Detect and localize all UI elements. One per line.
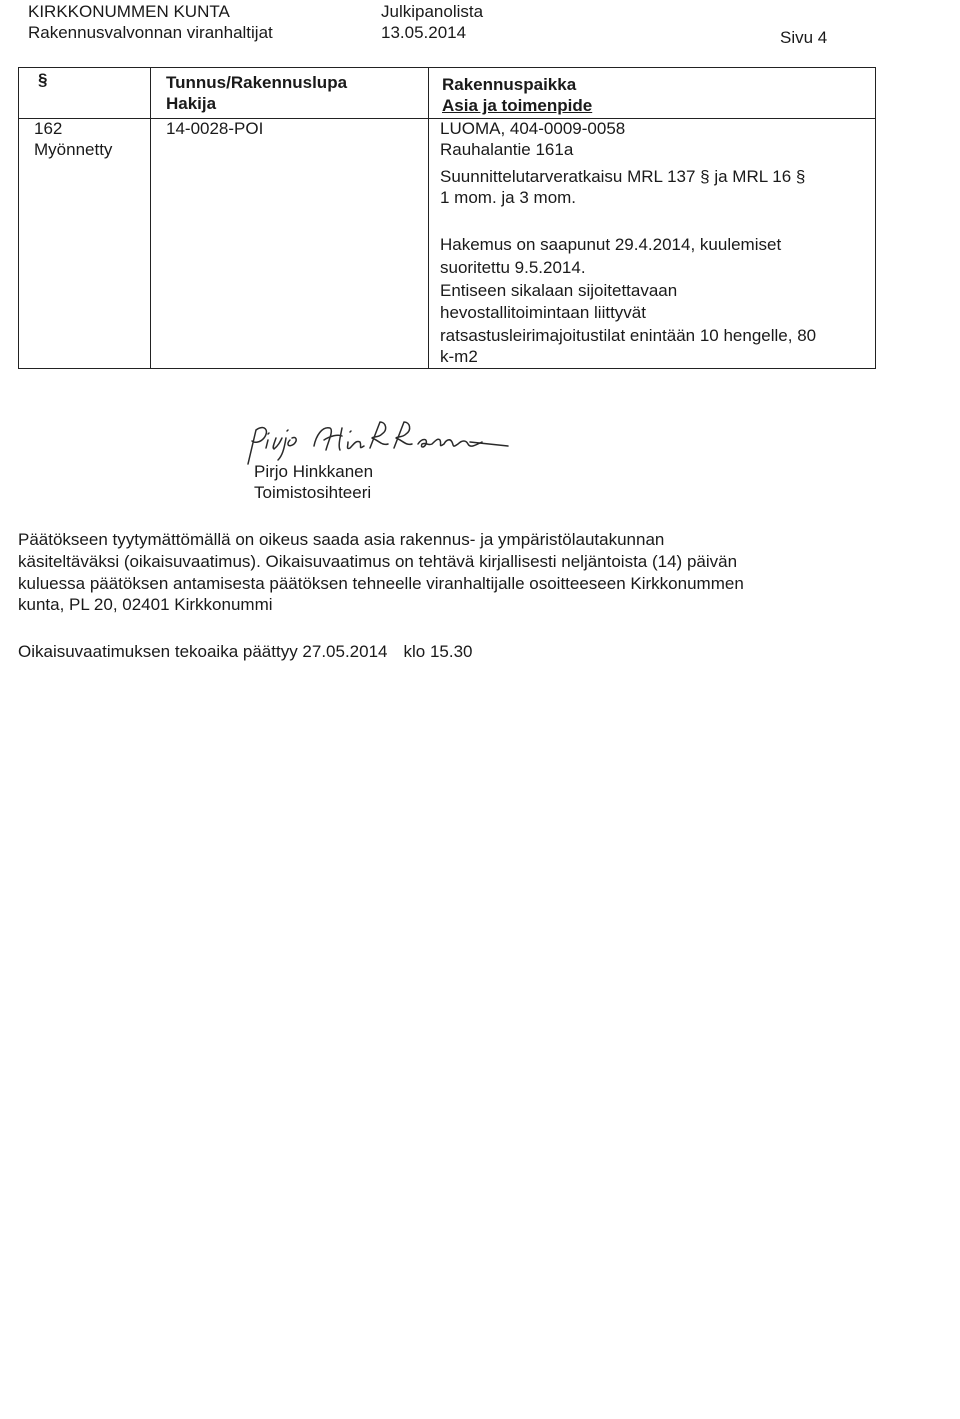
- project-description-4: k-m2: [440, 347, 478, 366]
- street-address: Rauhalantie 161a: [440, 140, 574, 159]
- signatory-title: Toimistosihteeri: [254, 483, 372, 502]
- appeal-deadline-date: Oikaisuvaatimuksen tekoaika päättyy 27.05.2014: [18, 642, 388, 661]
- appeal-notice-line: kuluessa päätöksen antamisesta päätöksen tehneelle viranhaltijalle osoitteeseen Kirkkonummen: [18, 574, 744, 593]
- project-description: Entiseen sikalaan sijoitettavaan: [440, 281, 678, 300]
- appeal-notice-line: kunta, PL 20, 02401 Kirkkonummi: [18, 595, 273, 614]
- section-symbol-header: §: [38, 70, 48, 89]
- decision-status: Myönnetty: [34, 140, 113, 159]
- project-description-3: ratsastusleirimajoitustilat enintään 10 hengelle, 80: [440, 326, 817, 345]
- permit-column-header: Tunnus/Rakennuslupa: [166, 73, 348, 92]
- signatory-name: Pirjo Hinkkanen: [254, 462, 374, 481]
- decision-type: Suunnittelutarveratkaisu MRL 137 § ja MRL 16 §: [440, 167, 806, 186]
- applicant-column-header: Hakija: [166, 94, 217, 113]
- matter-column-header: Asia ja toimenpide: [442, 96, 593, 115]
- property-id: LUOMA, 404-0009-0058: [440, 119, 626, 138]
- appeal-deadline: [18, 641, 473, 662]
- department-name: Rakennusvalvonnan viranhaltijat: [28, 23, 273, 42]
- project-description-2: hevostallitoimintaan liittyvät: [440, 303, 646, 322]
- appeal-deadline-time: klo 15.30: [403, 642, 473, 661]
- decision-number: 162: [34, 119, 63, 138]
- document-date: 13.05.2014: [381, 23, 467, 42]
- decision-type-continued: 1 mom. ja 3 mom.: [440, 188, 577, 207]
- application-received-continued: suoritettu 9.5.2014.: [440, 258, 586, 277]
- application-received: Hakemus on saapunut 29.4.2014, kuulemiset: [440, 235, 782, 254]
- table-column-divider: [150, 68, 151, 368]
- municipality-name: KIRKKONUMMEN KUNTA: [28, 2, 230, 21]
- document-type: Julkipanolista: [381, 2, 484, 21]
- table-column-divider: [428, 68, 429, 368]
- page-number: Sivu 4: [780, 28, 828, 47]
- permit-id: 14-0028-POI: [166, 119, 264, 138]
- site-column-header: Rakennuspaikka: [442, 75, 577, 94]
- appeal-notice-line: Päätökseen tyytymättömällä on oikeus saada asia rakennus- ja ympäristölautakunnan: [18, 530, 665, 549]
- appeal-notice-line: käsiteltäväksi (oikaisuvaatimus). Oikaisuvaatimus on tehtävä kirjallisesti neljäntoista (14) päivän: [18, 552, 738, 571]
